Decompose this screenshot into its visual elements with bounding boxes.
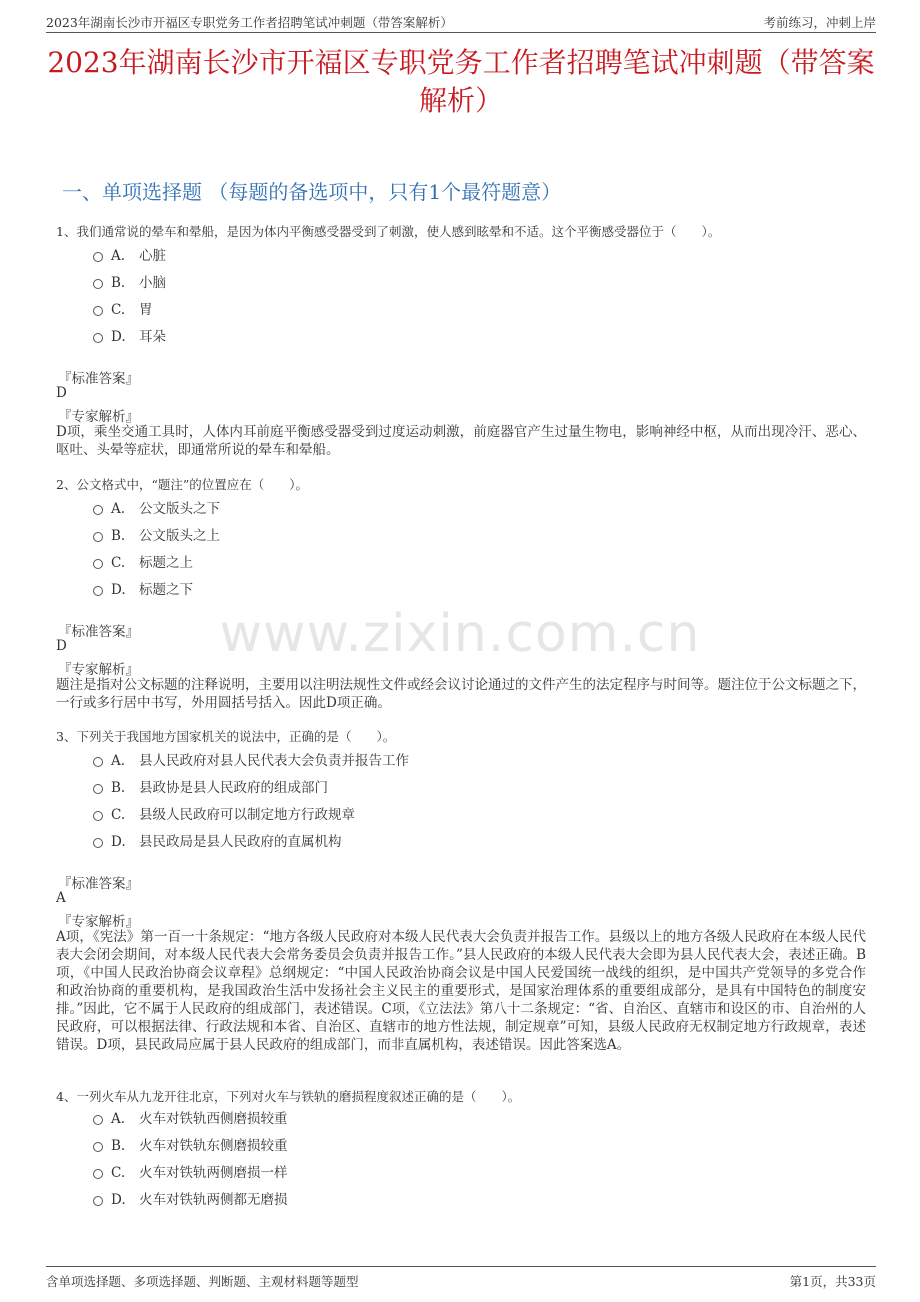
watermark: www.zixin.com.cn: [219, 604, 701, 664]
question-1-text: 1、我们通常说的晕车和晕船，是因为体内平衡感受器受到了刺激，使人感到眩晕和不适。这个平衡感受器位于（ ）。: [56, 224, 721, 239]
radio-icon[interactable]: [93, 559, 103, 569]
radio-icon[interactable]: [93, 784, 103, 794]
question-1-option-a[interactable]: A. 心脏: [93, 244, 166, 264]
radio-icon[interactable]: [93, 505, 103, 515]
question-4-text: 4、一列火车从九龙开往北京，下列对火车与铁轨的磨损程度叙述正确的是（ ）。: [56, 1089, 521, 1104]
radio-icon[interactable]: [93, 279, 103, 289]
radio-icon[interactable]: [93, 1115, 103, 1125]
radio-icon[interactable]: [93, 1169, 103, 1179]
radio-icon[interactable]: [93, 1142, 103, 1152]
question-2-option-b[interactable]: B. 公文版头之上: [93, 524, 220, 544]
question-3-option-a[interactable]: A. 县人民政府对县人民代表大会负责并报告工作: [93, 749, 409, 769]
radio-icon[interactable]: [93, 252, 103, 262]
question-2-option-a[interactable]: A. 公文版头之下: [93, 497, 220, 517]
question-2-option-d[interactable]: D. 标题之下: [93, 578, 193, 598]
answer-label: 『标准答案』: [58, 624, 139, 640]
question-4-option-a[interactable]: A. 火车对铁轨西侧磨损较重: [93, 1107, 288, 1127]
radio-icon[interactable]: [93, 757, 103, 767]
radio-icon[interactable]: [93, 811, 103, 821]
question-2-option-c[interactable]: C. 标题之上: [93, 551, 193, 571]
answer-label: 『标准答案』: [58, 876, 139, 892]
question-1-answer: D: [56, 385, 67, 401]
question-2-text: 2、公文格式中，“题注”的位置应在（ ）。: [56, 477, 308, 492]
question-3-text: 3、下列关于我国地方国家机关的说法中，正确的是（ ）。: [56, 729, 396, 744]
question-1-option-b[interactable]: B. 小脑: [93, 271, 166, 291]
page-number: 第1页，共33页: [789, 1274, 876, 1289]
question-1-analysis: D项，乘坐交通工具时，人体内耳前庭平衡感受器受到过度运动刺激，前庭器官产生过量生物电，影响神经中枢，从而出现冷汗、恶心、呕吐、头晕等症状，即通常所说的晕车和晕船。: [56, 424, 866, 458]
radio-icon[interactable]: [93, 532, 103, 542]
page-title: 2023年湖南长沙市开福区专职党务工作者招聘笔试冲刺题（带答案解析）: [47, 46, 875, 117]
page-header: [46, 10, 876, 33]
radio-icon[interactable]: [93, 306, 103, 316]
question-1-option-d[interactable]: D. 耳朵: [93, 325, 166, 345]
question-4-option-c[interactable]: C. 火车对铁轨两侧磨损一样: [93, 1161, 288, 1181]
analysis-label: 『专家解析』: [58, 409, 139, 425]
question-2-analysis: 题注是指对公文标题的注释说明，主要用以注明法规性文件或经会议讨论通过的文件产生的法定程序与时间等。题注位于公文标题之下，一行或多行居中书写，外用圆括号括入。因此D项正确。: [56, 677, 866, 711]
question-4-option-d[interactable]: D. 火车对铁轨两侧都无磨损: [93, 1188, 288, 1208]
radio-icon[interactable]: [93, 838, 103, 848]
question-4-option-b[interactable]: B. 火车对铁轨东侧磨损较重: [93, 1134, 288, 1154]
analysis-label: 『专家解析』: [58, 662, 139, 678]
answer-label: 『标准答案』: [58, 371, 139, 387]
footer-question-types: 含单项选择题、多项选择题、判断题、主观材料题等题型: [46, 1274, 359, 1289]
section-title: 一、单项选择题 （每题的备选项中，只有1个最符题意）: [62, 180, 562, 204]
question-3-option-d[interactable]: D. 县民政局是县人民政府的直属机构: [93, 830, 342, 850]
question-3-answer: A: [56, 890, 66, 906]
analysis-label: 『专家解析』: [58, 914, 139, 930]
question-3-option-c[interactable]: C. 县级人民政府可以制定地方行政规章: [93, 803, 355, 823]
header-slogan: 考前练习，冲刺上岸: [763, 15, 876, 30]
question-2-answer: D: [56, 638, 67, 654]
header-doc-title: 2023年湖南长沙市开福区专职党务工作者招聘笔试冲刺题（带答案解析）: [46, 15, 453, 30]
radio-icon[interactable]: [93, 586, 103, 596]
radio-icon[interactable]: [93, 1196, 103, 1206]
question-3-analysis: A项，《宪法》第一百一十条规定：“地方各级人民政府对本级人民代表大会负责并报告工作。县级以上的地方各级人民政府在本级人民代表大会闭会期间，对本级人民代表大会常务委员会负责并报告工作。”县人民政府的本级人民代表大会即为县人民代表大会，表述正确。B项，《中国人民政治协商会议章程》总纲规定：“中国人民政治协商会议是中国人民爱国统一战线的组织，是中国共产党领导的多党合作和政治协商的重要机构，是我国政治生活中发扬社会主义民主的重要形式，是国家治理体系的重要组成部分，是具有中国特色的制度安排。”因此，它不属于人民政府的组成部门，表述错误。C项，《立法法》第八十二条规定：“省、自治区、直辖市和设区的市、自治州的人民政府，可以根据法律、行政法规和本省、自治区、直辖市的地方性法规，制定规章”可知，县级人民政府无权制定地方行政规章，表述错误。D项，县民政局应属于县人民政府的组成部门，而非直属机构，表述错误。因此答案选A。: [56, 929, 866, 1053]
question-3-option-b[interactable]: B. 县政协是县人民政府的组成部门: [93, 776, 328, 796]
page-footer: [46, 1266, 876, 1289]
question-1-option-c[interactable]: C. 胃: [93, 298, 153, 318]
radio-icon[interactable]: [93, 333, 103, 343]
